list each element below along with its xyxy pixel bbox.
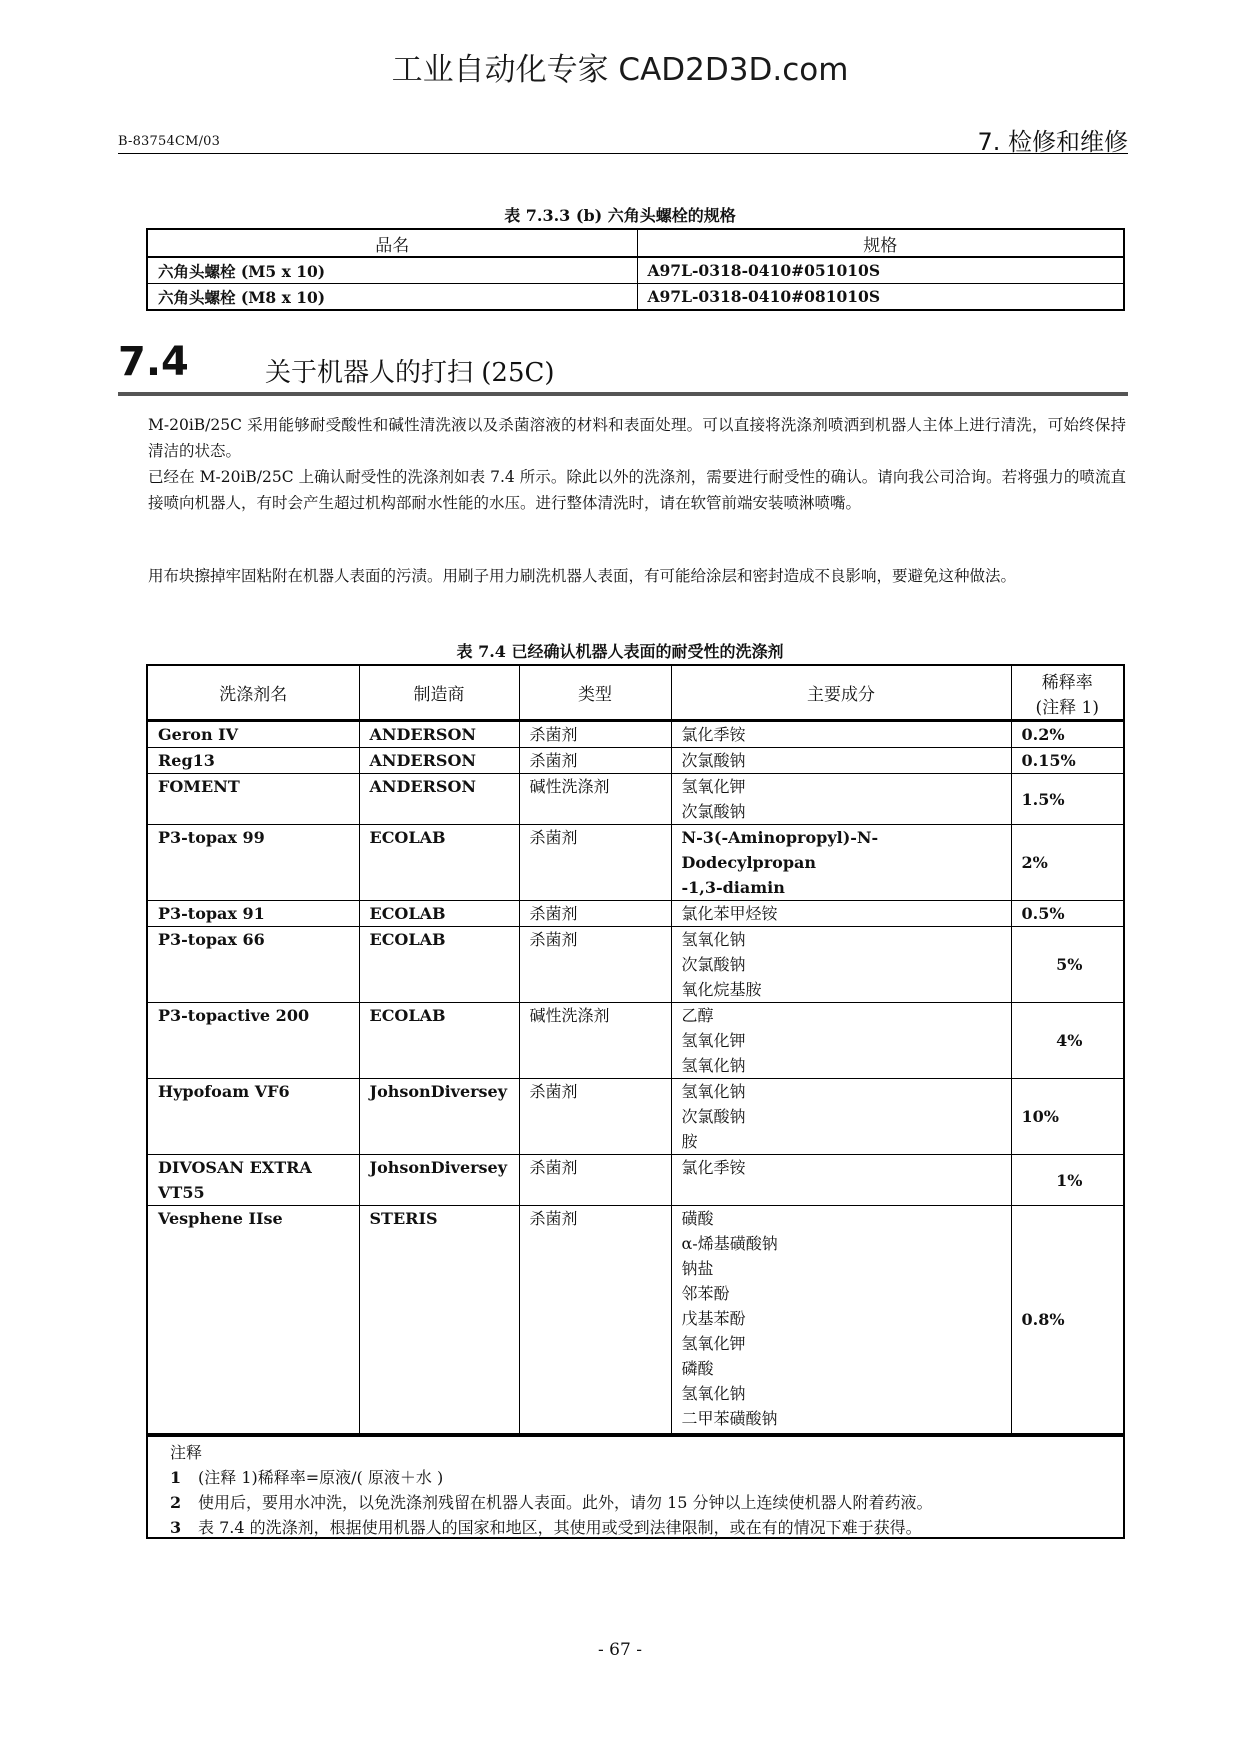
ingredient: 二甲苯磺酸钠 xyxy=(681,1409,778,1428)
note-text: (注释 1)稀释率=原液/( 原液＋水 ) xyxy=(198,1468,444,1487)
ingredient: 氯化苯甲烃铵 xyxy=(681,904,778,923)
table-row xyxy=(147,774,1124,825)
detergent-name: FOMENT xyxy=(147,774,359,825)
detergent-type: 碱性洗涤剂 xyxy=(519,774,671,825)
manufacturer: ECOLAB xyxy=(359,1003,519,1079)
detergent-type: 杀菌剂 xyxy=(519,901,671,927)
notes-box xyxy=(146,1435,1125,1539)
manufacturer: JohsonDiversey xyxy=(359,1155,519,1206)
column-header: 类型 xyxy=(519,665,671,721)
note-text: 表 7.4 的洗涤剂，根据使用机器人的国家和地区，其使用或受到法律限制，或在有的情况下难于获得。 xyxy=(198,1518,922,1537)
table-header-row xyxy=(147,665,1124,721)
dilution-rate: 10% xyxy=(1011,1079,1124,1155)
column-header: 规格 xyxy=(637,229,1124,257)
manufacturer: ANDERSON xyxy=(359,774,519,825)
table-row xyxy=(147,901,1124,927)
detergent-name: P3-topax 91 xyxy=(147,901,359,927)
manufacturer: STERIS xyxy=(359,1206,519,1434)
manufacturer: ECOLAB xyxy=(359,901,519,927)
ingredient: 氢氧化钠 xyxy=(681,1384,746,1403)
main-ingredients xyxy=(671,721,1011,748)
doc-id: B-83754CM/03 xyxy=(118,134,221,149)
detergent-type: 杀菌剂 xyxy=(519,825,671,901)
section-number: 7.4 xyxy=(118,339,189,385)
detergent-type: 杀菌剂 xyxy=(519,1155,671,1206)
dilution-rate: 1% xyxy=(1011,1155,1124,1206)
ingredient: 胺 xyxy=(681,1132,698,1151)
table-row xyxy=(147,825,1124,901)
detergent-table-body xyxy=(147,721,1124,1434)
note-number: 2 xyxy=(170,1493,182,1512)
detergent-type: 杀菌剂 xyxy=(519,927,671,1003)
table-row xyxy=(147,721,1124,748)
detergent-name: P3-topax 66 xyxy=(147,927,359,1003)
ingredient: 次氯酸钠 xyxy=(681,802,746,821)
column-header: 主要成分 xyxy=(671,665,1011,721)
main-ingredients xyxy=(671,748,1011,774)
dilution-note-ref: (注释 1) xyxy=(1035,697,1099,718)
table-header-row xyxy=(147,229,1124,257)
dilution-rate: 0.5% xyxy=(1011,901,1124,927)
main-ingredients xyxy=(671,1206,1011,1434)
page-number: - 67 - xyxy=(598,1640,642,1660)
watermark: 工业自动化专家 CAD2D3D.com xyxy=(391,52,849,88)
ingredient: 次氯酸钠 xyxy=(681,751,746,770)
ingredient: 氢氧化钾 xyxy=(681,1031,746,1050)
paragraph: 用布块擦掉牢固粘附在机器人表面的污渍。用刷子用力刷洗机器人表面，有可能给涂层和密封造成不良影响，要避免这种做法。 xyxy=(148,567,1017,585)
part-name: 六角头螺栓 (M8 x 10) xyxy=(147,284,637,311)
note-number: 1 xyxy=(170,1468,182,1487)
dilution-rate: 0.8% xyxy=(1011,1206,1124,1434)
detergent-type: 杀菌剂 xyxy=(519,721,671,748)
table-row xyxy=(147,257,1124,284)
dilution-rate: 0.15% xyxy=(1011,748,1124,774)
ingredient: 氯化季铵 xyxy=(681,725,746,744)
table-row xyxy=(147,748,1124,774)
main-ingredients xyxy=(671,1079,1011,1155)
detergent-table-caption: 表 7.4 已经确认机器人表面的耐受性的洗涤剂 xyxy=(456,642,784,661)
manufacturer: ANDERSON xyxy=(359,748,519,774)
section-title: 关于机器人的打扫 (25C) xyxy=(265,358,555,388)
dilution-header: 稀释率 xyxy=(1041,672,1093,693)
ingredient: 氢氧化钾 xyxy=(681,1334,746,1353)
detergent-type: 碱性洗涤剂 xyxy=(519,1003,671,1079)
notes-title: 注释 xyxy=(170,1443,203,1462)
detergent-name: Hypofoam VF6 xyxy=(147,1079,359,1155)
main-ingredients xyxy=(671,927,1011,1003)
note-text: 使用后，要用水冲洗，以免洗涤剂残留在机器人表面。此外，请勿 15 分钟以上连续使机器人附着药液。 xyxy=(198,1493,933,1512)
part-spec: A97L-0318-0410#081010S xyxy=(637,284,1124,311)
spec-table xyxy=(146,228,1125,311)
dilution-rate: 0.2% xyxy=(1011,721,1124,748)
dilution-rate: 2% xyxy=(1011,825,1124,901)
table-row xyxy=(147,1003,1124,1079)
ingredient: α-烯基磺酸钠 xyxy=(681,1234,778,1253)
ingredient: -1,3-diamin xyxy=(681,878,785,897)
ingredient: 次氯酸钠 xyxy=(681,1107,746,1126)
dilution-rate: 4% xyxy=(1011,1003,1124,1079)
table-row xyxy=(147,1206,1124,1434)
note-number: 3 xyxy=(170,1518,182,1537)
main-ingredients xyxy=(671,825,1011,901)
detergent-name: P3-topactive 200 xyxy=(147,1003,359,1079)
paragraph: 已经在 M-20iB/25C 上确认耐受性的洗涤剂如表 7.4 所示。除此以外的洗涤剂，需要进行耐受性的确认。请向我公司洽询。若将强力的喷流直接喷向机器人，有时会产生超过机构部耐水性能的水压。进行整体清洗时，请在软管前端安装喷淋喷嘴。 xyxy=(148,468,1126,512)
paragraph: M-20iB/25C 采用能够耐受酸性和碱性清洗液以及杀菌溶液的材料和表面处理。可以直接将洗涤剂喷洒到机器人主体上进行清洗，可始终保持清洁的状态。 xyxy=(148,416,1126,460)
ingredient: 磺酸 xyxy=(681,1209,714,1228)
dilution-rate: 5% xyxy=(1011,927,1124,1003)
ingredient: 钠盐 xyxy=(681,1259,714,1278)
note-item xyxy=(170,1490,933,1515)
detergent-name: Vesphene IIse xyxy=(147,1206,359,1434)
column-header: 制造商 xyxy=(359,665,519,721)
manufacturer: ANDERSON xyxy=(359,721,519,748)
section-rule xyxy=(118,392,1128,396)
manufacturer: ECOLAB xyxy=(359,927,519,1003)
column-header: 品名 xyxy=(147,229,637,257)
detergent-type: 杀菌剂 xyxy=(519,1079,671,1155)
spec-table-caption: 表 7.3.3 (b) 六角头螺栓的规格 xyxy=(504,206,736,225)
ingredient: 氢氧化钾 xyxy=(681,777,746,796)
note-item xyxy=(170,1515,922,1540)
ingredient: N-3(-Aminopropyl)-N-Dodecylpropan xyxy=(681,828,879,872)
manufacturer: JohsonDiversey xyxy=(359,1079,519,1155)
ingredient: 戊基苯酚 xyxy=(681,1309,746,1328)
header-rule xyxy=(118,153,1128,154)
main-ingredients xyxy=(671,1155,1011,1206)
ingredient: 氢氧化钠 xyxy=(681,1056,746,1075)
detergent-name: P3-topax 99 xyxy=(147,825,359,901)
column-header: 洗涤剂名 xyxy=(147,665,359,721)
main-ingredients xyxy=(671,774,1011,825)
ingredient: 乙醇 xyxy=(681,1006,714,1025)
ingredient: 磷酸 xyxy=(681,1359,714,1378)
ingredient: 邻苯酚 xyxy=(681,1284,730,1303)
chapter-title: 7. 检修和维修 xyxy=(977,128,1128,156)
table-row xyxy=(147,927,1124,1003)
ingredient: 氢氧化钠 xyxy=(681,930,746,949)
detergent-type: 杀菌剂 xyxy=(519,1206,671,1434)
ingredient: 氯化季铵 xyxy=(681,1158,746,1177)
main-ingredients xyxy=(671,901,1011,927)
detergent-name: Geron IV xyxy=(147,721,359,748)
column-header xyxy=(1011,665,1124,721)
dilution-rate: 1.5% xyxy=(1011,774,1124,825)
detergent-name: DIVOSAN EXTRA VT55 xyxy=(147,1155,359,1206)
table-row xyxy=(147,1155,1124,1206)
table-row xyxy=(147,284,1124,311)
ingredient: 次氯酸钠 xyxy=(681,955,746,974)
main-ingredients xyxy=(671,1003,1011,1079)
detergent-name: Reg13 xyxy=(147,748,359,774)
ingredient: 氢氧化钠 xyxy=(681,1082,746,1101)
part-name: 六角头螺栓 (M5 x 10) xyxy=(147,257,637,284)
note-item xyxy=(170,1465,443,1490)
table-row xyxy=(147,1079,1124,1155)
part-spec: A97L-0318-0410#051010S xyxy=(637,257,1124,284)
detergent-type: 杀菌剂 xyxy=(519,748,671,774)
ingredient: 氧化烷基胺 xyxy=(681,980,762,999)
detergent-table xyxy=(146,664,1125,1435)
manufacturer: ECOLAB xyxy=(359,825,519,901)
